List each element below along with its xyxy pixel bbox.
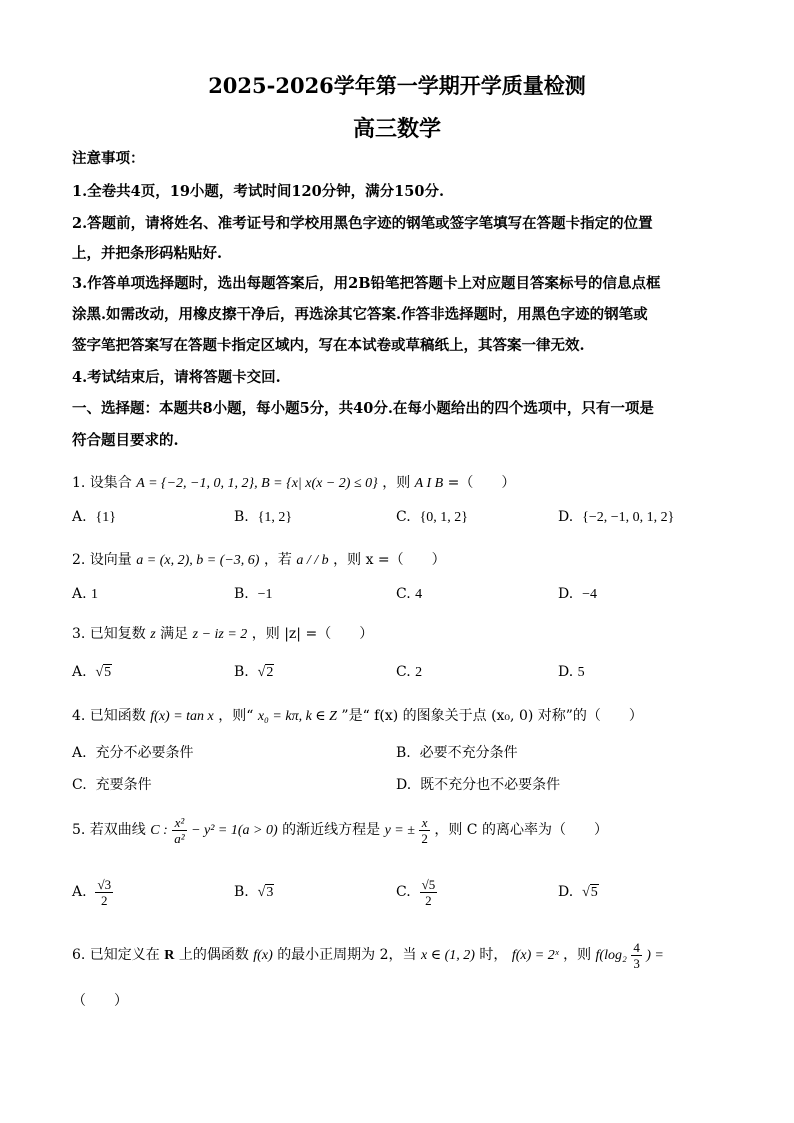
question-4 [72, 705, 724, 728]
notice-item-4: 4.考试结束后，请将答题卡交回. [72, 369, 281, 386]
q1-option-c: C. {0, 1, 2} [396, 509, 469, 525]
q5-option-a: A. $\frac{√3}{2}$ [72, 876, 112, 908]
question-3-mid: 满足 [160, 626, 189, 642]
notice-item-3-cont-1: 涂黑.如需改动，用橡皮擦干净后，再选涂其它答案.作答非选择题时，用黑色字迹的钢笔或 [72, 306, 648, 323]
question-5-fraction: $\frac{\text{x²}}{\text{a²}}$ [174, 814, 185, 846]
section-heading: 一、选择题：本题共8小题，每小题5分，共40分.在每小题给出的四个选项中，只有一项是 [72, 400, 654, 417]
question-6-math2: f(x) [253, 948, 273, 963]
subject-title: 高三数学 [352, 116, 441, 142]
question-3-math2: z − iz = 2 [192, 627, 248, 642]
q2-option-d: D. −4 [558, 586, 597, 602]
q1-option-d: D. {−2, −1, 0, 1, 2} [558, 509, 675, 525]
question-6 [72, 937, 724, 973]
question-4-math: f(x) = tan x [150, 709, 214, 724]
notice-item-2: 2.答题前，请将姓名、准考证号和学校用黑色字迹的钢笔或签字笔填写在答题卡指定的位置 [72, 215, 653, 232]
notice-item-3-cont-2: 签字笔把答案写在答题卡指定区域内，写在本试卷或草稿纸上，其答案一律无效. [72, 337, 585, 354]
question-6-mid3: 时， [479, 947, 508, 963]
question-4-math2: x₀ = kπ, k ∈ Z [257, 709, 337, 724]
question-2-mid: ，若 [263, 552, 292, 568]
question-6-fraction: $\frac{4}{3}$ [633, 939, 640, 971]
q4-option-b: B. 必要不充分条件 [396, 745, 518, 761]
question-4-mid: ，则“ [218, 708, 254, 724]
question-3-prefix: 3. 已知复数 [72, 626, 146, 642]
q3-option-b: B. √2 [234, 664, 274, 680]
notice-heading: 注意事项： [72, 150, 145, 167]
question-5-suffix: ，则 C 的离心率为（ ） [434, 822, 608, 838]
question-1-prefix: 1. 设集合 [72, 475, 132, 491]
question-1-mid: ，则 [382, 475, 411, 491]
q2-option-b: B. −1 [234, 586, 273, 602]
question-6-math: R [164, 948, 175, 963]
question-6-prefix: 6. 已知定义在 [72, 947, 160, 963]
question-1-math2: A I B [414, 476, 444, 491]
question-6-math4: f(x) = 2ˣ [511, 948, 559, 963]
q1-option-a: A. {1} [72, 509, 116, 525]
notice-item-3: 3.作答单项选择题时，选出每题答案后，用2B铅笔把答题卡上对应题目答案标号的信息点框 [72, 275, 661, 292]
question-1-math: A = {−2, −1, 0, 1, 2}, B = {x| x(x − 2) ≤ 0} [136, 476, 378, 491]
question-5-prefix: 5. 若双曲线 [72, 822, 146, 838]
question-2-math: a = (x, 2), b = (−3, 6) [136, 553, 260, 568]
question-2 [72, 549, 724, 572]
question-5-mid: 的渐近线方程是 [282, 822, 381, 838]
notice-item-1: 1.全卷共4页，19小题，考试时间120分钟，满分150分. [72, 183, 444, 200]
question-6-answer-bracket: （ ） [72, 993, 128, 1009]
question-2-math2: a / / b [296, 553, 329, 568]
section-heading-cont: 符合题目要求的. [72, 432, 179, 449]
q3-option-d: D. 5 [558, 664, 585, 680]
question-3 [72, 623, 724, 646]
q2-option-a: A. 1 [72, 586, 99, 602]
notice-item-2-cont: 上，并把条形码粘贴好. [72, 245, 223, 262]
q4-option-a: A. 充分不必要条件 [72, 745, 194, 761]
question-2-prefix: 2. 设向量 [72, 552, 132, 568]
exam-title: 2025-2026学年第一学期开学质量检测 [208, 73, 586, 98]
q5-option-b: B. √3 [234, 884, 274, 900]
question-5-math-after: − y² = 1(a > 0) [191, 823, 278, 838]
question-6-mid2: 的最小正周期为 2，当 [277, 947, 417, 963]
q3-option-a: A. √5 [72, 664, 112, 680]
question-4-prefix: 4. 已知函数 [72, 708, 146, 724]
question-5-math: C : [150, 823, 168, 838]
question-5-fraction-2: $\frac{x}{2}$ [421, 814, 428, 846]
q5-option-c: C. $\frac{√5}{2}$ [396, 876, 436, 908]
question-1-suffix: =（ ） [447, 475, 516, 491]
q5-option-d: D. √5 [558, 884, 598, 900]
question-2-suffix: ，则 x =（ ） [333, 552, 446, 568]
q2-option-c: C. 4 [396, 586, 423, 602]
q4-option-d: D. 既不充分也不必要条件 [396, 777, 561, 793]
question-5-math2: y = ± [384, 823, 415, 838]
q4-option-c: C. 充要条件 [72, 777, 152, 793]
question-6-math5: f(log₂ [595, 948, 627, 963]
question-5 [72, 812, 724, 848]
question-6-math6: ) = [646, 948, 664, 963]
question-1 [72, 472, 724, 495]
question-6-mid4: ，则 [563, 947, 592, 963]
question-6-mid: 上的偶函数 [178, 947, 249, 963]
question-3-suffix: ，则 |z| =（ ） [251, 626, 374, 642]
q1-option-b: B. {1, 2} [234, 509, 293, 525]
question-6-math3: x ∈ (1, 2) [421, 948, 475, 963]
question-3-math: z [150, 627, 156, 642]
question-4-suffix: ”是“ f(x) 的图象关于点 (x₀, 0) 对称”的（ ） [341, 708, 643, 724]
q3-option-c: C. 2 [396, 664, 423, 680]
